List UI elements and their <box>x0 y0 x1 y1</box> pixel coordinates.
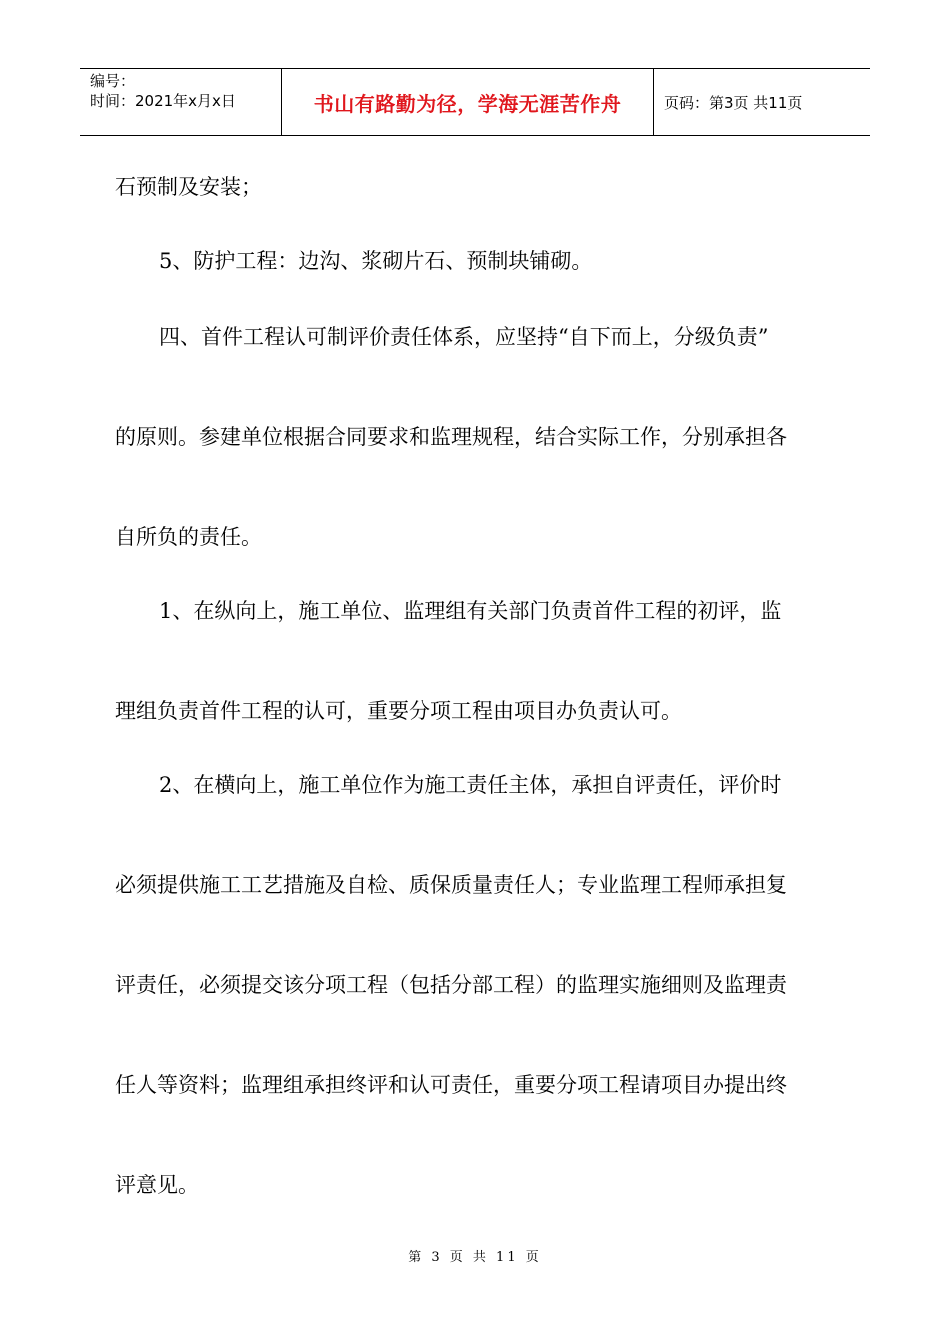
body-line: 自所负的责任。 <box>115 525 262 549</box>
header-page-info: 页码：第3页 共11页 <box>664 93 803 112</box>
header-motto: 书山有路勤为径，学海无涯苦作舟 <box>282 69 654 135</box>
body-line: 评责任，必须提交该分项工程（包括分部工程）的监理实施细则及监理责 <box>115 973 787 997</box>
body-line: 任人等资料；监理组承担终评和认可责任，重要分项工程请项目办提出终 <box>115 1073 787 1097</box>
number-label: 编号： <box>90 72 136 90</box>
body-line: 石预制及安装； <box>115 175 262 199</box>
body-line: 1、在纵向上，施工单位、监理组有关部门负责首件工程的初评，监 <box>159 599 782 623</box>
body-line: 2、在横向上，施工单位作为施工责任主体，承担自评责任，评价时 <box>159 773 782 797</box>
document-header <box>80 68 870 136</box>
time-label: 时间：2021年x月x日 <box>90 92 236 110</box>
body-line: 必须提供施工工艺措施及自检、质保质量责任人；专业监理工程师承担复 <box>115 873 787 897</box>
body-line: 5、防护工程：边沟、浆砌片石、预制块铺砌。 <box>159 249 593 273</box>
page-footer: 第 3 页 共 11 页 <box>408 1250 542 1265</box>
body-line: 的原则。参建单位根据合同要求和监理规程，结合实际工作，分别承担各 <box>115 425 787 449</box>
header-meta <box>80 69 282 135</box>
body-line: 理组负责首件工程的认可，重要分项工程由项目办负责认可。 <box>115 699 682 723</box>
body-line: 四、首件工程认可制评价责任体系，应坚持“自下而上，分级负责” <box>159 325 769 349</box>
body-line: 评意见。 <box>115 1173 199 1197</box>
